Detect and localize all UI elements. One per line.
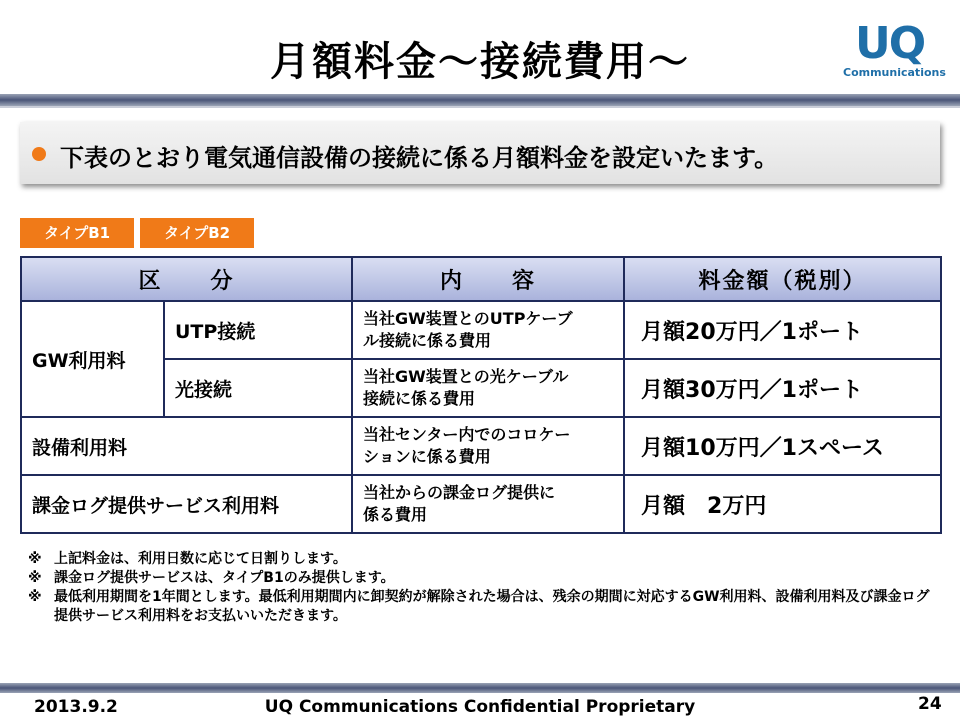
bullet-icon [32, 147, 46, 161]
row-fee: 月額10万円／1スペース [624, 417, 941, 475]
note-text: 上記料金は、利用日数に応じて日割りします。 [54, 551, 347, 567]
row-content-line: 当社からの課金ログ提供に [363, 483, 556, 502]
note-item [28, 569, 933, 588]
note-mark: ※ [28, 551, 42, 567]
row-fee: 月額30万円／1ポート [624, 359, 941, 417]
footer-band [0, 683, 960, 693]
uq-logo [843, 18, 946, 82]
row-content-line: 当社GW装置との光ケーブル [363, 367, 569, 386]
row-label: 設備利用料 [21, 417, 352, 475]
row-content-line: ル接続に係る費用 [363, 331, 492, 350]
note-text: 最低利用期間を1年間とします。最低利用期間内に卸契約が解除された場合は、残余の期間に対応するGW利用料、設備利用料及び課金ログ提供サービス利用料をお支払いいただきます。 [54, 589, 930, 624]
logo-subtext: Communications [843, 66, 946, 79]
row-fee: 月額 2万円 [624, 475, 941, 533]
row-content-line: ションに係る費用 [363, 447, 491, 466]
header-content: 内 容 [352, 257, 624, 301]
row-content [352, 417, 624, 475]
note-text: 課金ログ提供サービスは、タイプB1のみ提供します。 [54, 570, 395, 586]
footer-date: 2013.9.2 [34, 697, 118, 717]
row-content [352, 301, 624, 359]
page-title: 月額料金〜接続費用〜 [270, 39, 690, 85]
summary-callout [20, 122, 940, 184]
row-subcategory: UTP接続 [164, 301, 352, 359]
table-row [21, 475, 941, 533]
row-content-line: 接続に係る費用 [363, 389, 476, 408]
note-mark: ※ [28, 570, 42, 586]
row-fee: 月額20万円／1ポート [624, 301, 941, 359]
row-content-line: 当社GW装置とのUTPケーブ [363, 309, 573, 328]
note-mark: ※ [28, 589, 42, 605]
row-subcategory: 光接続 [164, 359, 352, 417]
tab-type-b1: タイプB1 [20, 218, 134, 248]
header-band-line [0, 106, 960, 108]
note-item [28, 550, 933, 569]
fee-table [20, 256, 942, 534]
table-row [21, 301, 941, 359]
row-label: 課金ログ提供サービス利用料 [21, 475, 352, 533]
header-fee: 料金額（税別） [624, 257, 941, 301]
page-number: 24 [918, 694, 942, 714]
logo-mark: UQ [855, 18, 925, 69]
row-content [352, 475, 624, 533]
header-band [0, 94, 960, 106]
tab-type-b2: タイプB2 [140, 218, 254, 248]
note-item [28, 588, 933, 626]
summary-text: 下表のとおり電気通信設備の接続に係る月額料金を設定いたます。 [60, 144, 779, 172]
gw-fee-label: GW利用料 [21, 301, 164, 417]
table-row [21, 417, 941, 475]
row-content-line: 係る費用 [363, 505, 428, 524]
table-header-row [21, 257, 941, 301]
row-content-line: 当社センター内でのコロケー [363, 425, 571, 444]
footer-confidential: UQ Communications Confidential Proprietary [264, 697, 696, 717]
header-category: 区 分 [21, 257, 352, 301]
notes [28, 550, 933, 626]
row-content [352, 359, 624, 417]
